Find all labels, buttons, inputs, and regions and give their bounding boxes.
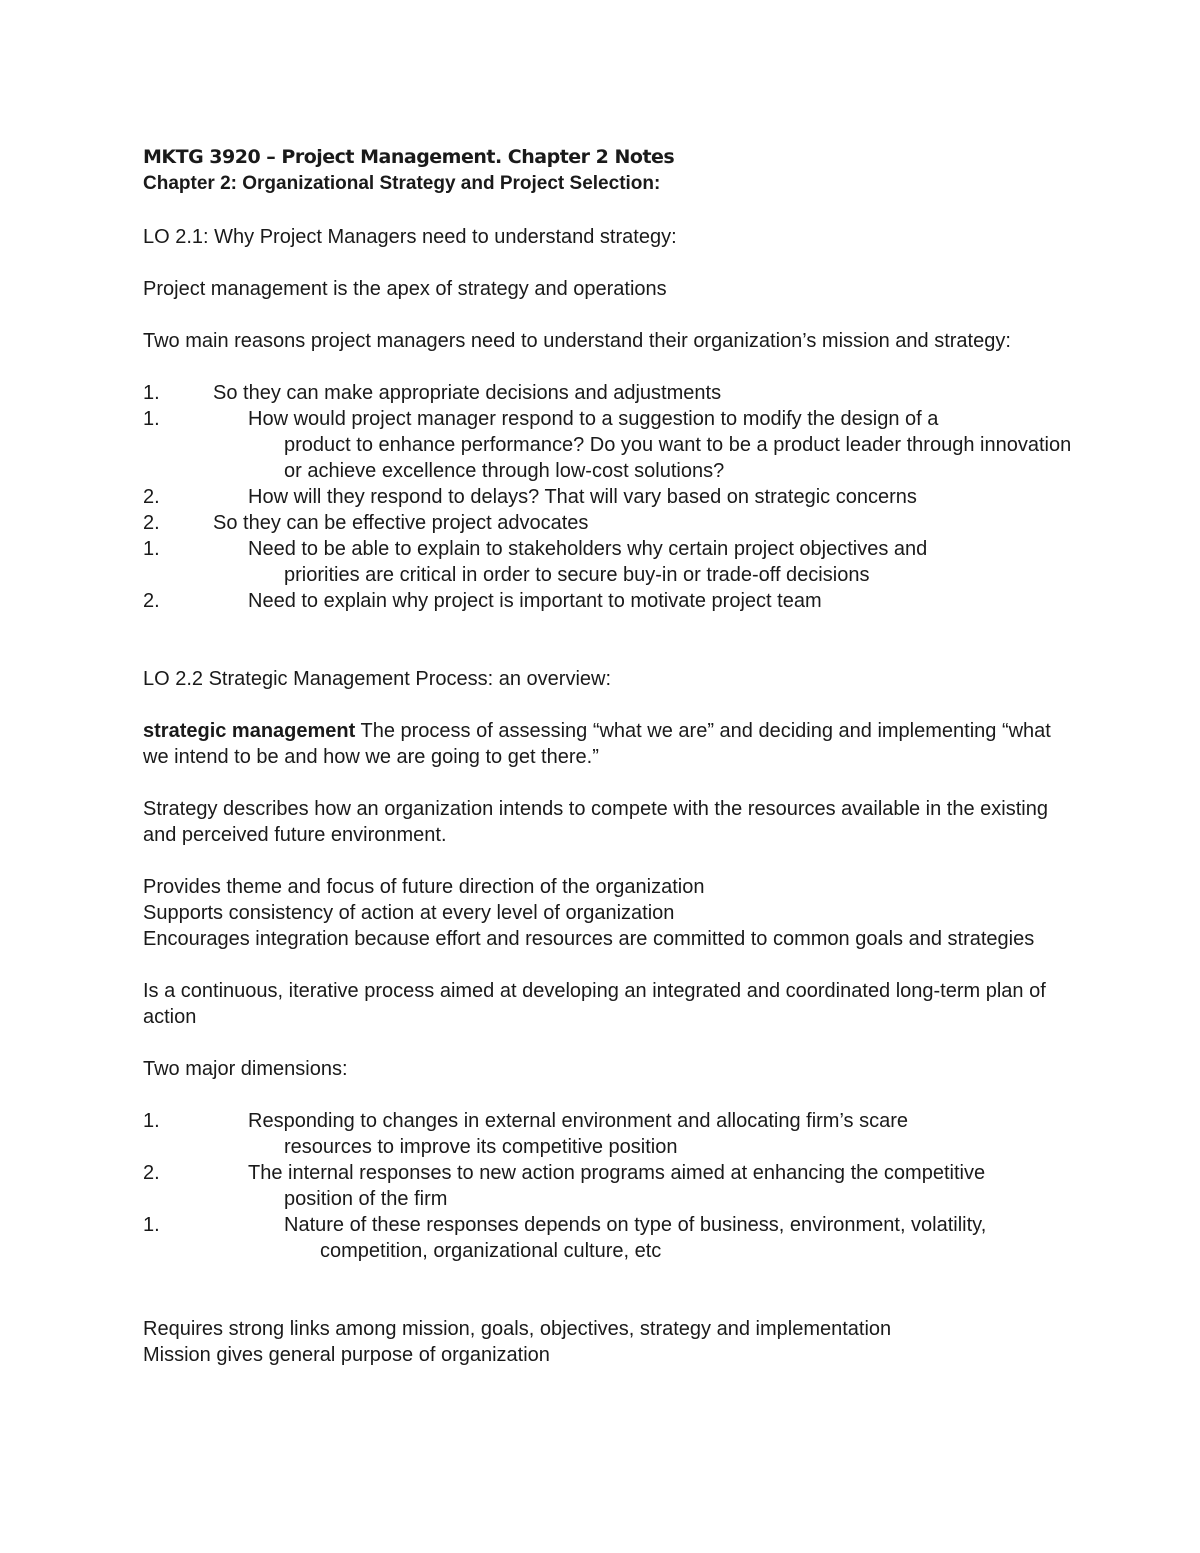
list-number: 1. <box>143 408 160 430</box>
list-number: 1. <box>143 538 160 560</box>
document-body <box>143 144 1073 1368</box>
list-text-continuation: competition, organizational culture, etc <box>320 1240 662 1262</box>
reasons-intro: Two main reasons project managers need to understand their organization’s mission and strategy: <box>143 330 1011 352</box>
supports-line: Supports consistency of action at every level of organization <box>143 902 675 924</box>
list-item <box>143 1108 1073 1160</box>
list-item <box>143 1212 1073 1264</box>
apex-statement: Project management is the apex of strategy and operations <box>143 278 667 300</box>
strategic-management-definition <box>143 718 1073 770</box>
dimensions-intro: Two major dimensions: <box>143 1058 348 1080</box>
strong-links-line: Requires strong links among mission, goals, objectives, strategy and implementation <box>143 1318 892 1340</box>
list-text: So they can be effective project advocates <box>213 512 589 534</box>
definition-text: The process of assessing “what we are” and deciding and implementing “what we intend to be and how we are going to get there.” <box>143 720 1051 768</box>
list-item <box>143 380 1073 406</box>
list-text-line: Nature of these responses depends on type of business, environment, volatility, <box>284 1214 987 1236</box>
list-number: 2. <box>143 1162 160 1184</box>
list-text-continuation: position of the firm <box>284 1188 448 1210</box>
list-text <box>248 536 1073 588</box>
list-item <box>143 536 1073 588</box>
list-text-continuation: resources to improve its competitive position <box>284 1136 678 1158</box>
list-text-line: The internal responses to new action programs aimed at enhancing the competitive <box>248 1162 986 1184</box>
encourages-line: Encourages integration because effort and resources are committed to common goals and strategies <box>143 928 1035 950</box>
list-item <box>143 484 1073 510</box>
list-text-line: Need to be able to explain to stakeholders why certain project objectives and <box>248 538 928 560</box>
list-text <box>248 406 1073 484</box>
list-text-continuation: product to enhance performance? Do you want to be a product leader through innovation or achieve excellence through low-cost solutions? <box>284 434 1072 482</box>
continuous-process: Is a continuous, iterative process aimed at developing an integrated and coordinated long-term plan of action <box>143 980 1046 1028</box>
lo1-heading: LO 2.1: Why Project Managers need to understand strategy: <box>143 226 677 248</box>
list-text <box>248 1160 1073 1212</box>
list-item <box>143 1160 1073 1212</box>
list-item <box>143 510 1073 536</box>
lo2-heading: LO 2.2 Strategic Management Process: an overview: <box>143 668 612 690</box>
document-title: MKTG 3920 – Project Management. Chapter 2 Notes <box>143 146 675 168</box>
list-item <box>143 406 1073 484</box>
list-number: 1. <box>143 1110 160 1132</box>
list-text: Need to explain why project is important to motivate project team <box>248 590 822 612</box>
chapter-heading: Chapter 2: Organizational Strategy and Project Selection: <box>143 173 661 194</box>
list-text: How will they respond to delays? That will vary based on strategic concerns <box>248 486 917 508</box>
list-text: So they can make appropriate decisions and adjustments <box>213 382 722 404</box>
list-text <box>248 1108 1073 1160</box>
mission-line: Mission gives general purpose of organization <box>143 1344 550 1366</box>
list-text <box>284 1212 1073 1264</box>
strategy-description: Strategy describes how an organization intends to compete with the resources available in the existing and perceived future environment. <box>143 798 1048 846</box>
list-item <box>143 588 1073 614</box>
provides-line: Provides theme and focus of future direction of the organization <box>143 876 705 898</box>
list-text-continuation: priorities are critical in order to secure buy-in or trade-off decisions <box>284 564 870 586</box>
list-number: 1. <box>143 382 160 404</box>
list-number: 2. <box>143 590 160 612</box>
list-number: 2. <box>143 486 160 508</box>
list-text-line: Responding to changes in external environment and allocating firm’s scare <box>248 1110 909 1132</box>
definition-term: strategic management <box>143 720 356 742</box>
list-text-line: How would project manager respond to a suggestion to modify the design of a <box>248 408 939 430</box>
list-number: 2. <box>143 512 160 534</box>
list-number: 1. <box>143 1214 160 1236</box>
